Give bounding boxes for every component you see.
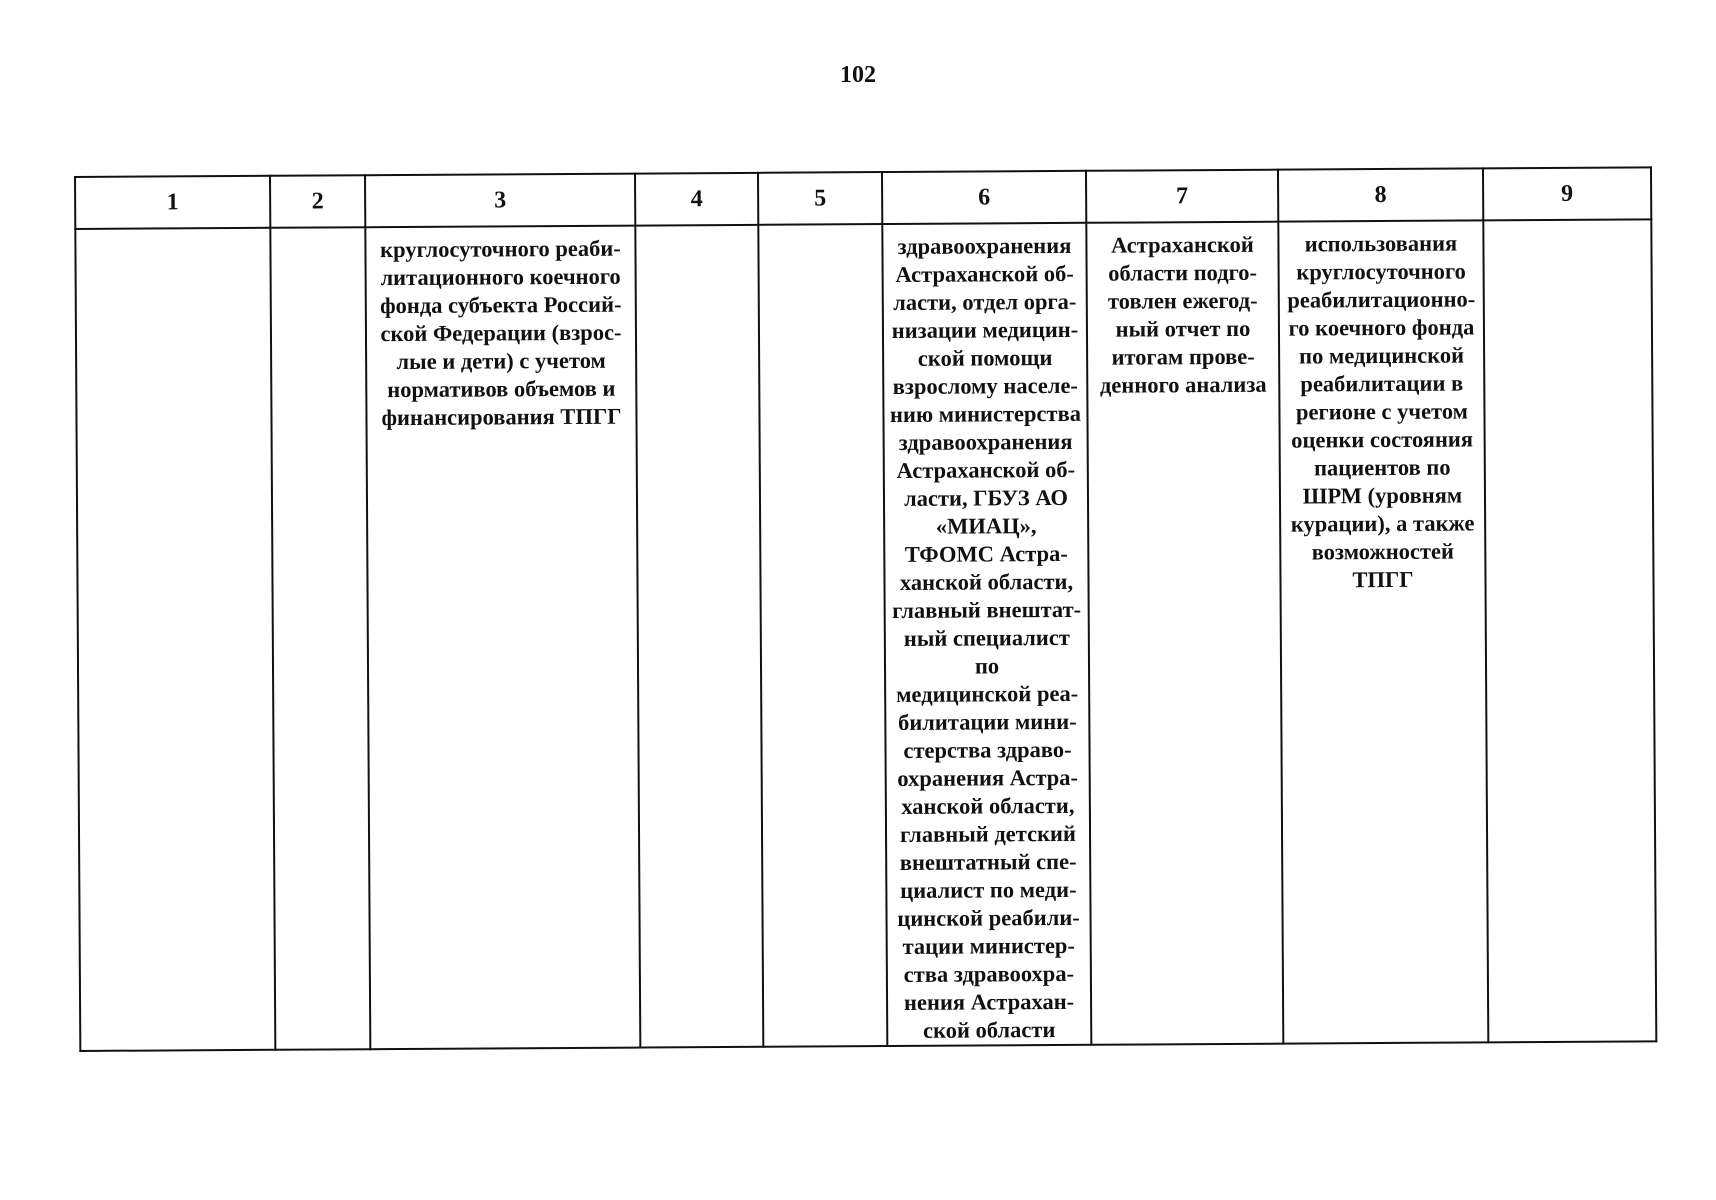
table-cell-col5 xyxy=(758,224,887,1047)
table-cell-col3 xyxy=(365,226,640,1050)
cell-text-col4 xyxy=(640,234,753,235)
column-header-3: 3 xyxy=(365,174,635,228)
table-header-row xyxy=(75,167,1651,229)
cell-text-col1 xyxy=(80,237,265,238)
table-cell-col2 xyxy=(270,227,370,1050)
table-cell-col1 xyxy=(75,228,275,1051)
column-header-4: 4 xyxy=(635,173,758,226)
table-row xyxy=(75,219,1656,1051)
column-header-8: 8 xyxy=(1278,168,1483,221)
column-header-1: 1 xyxy=(75,176,270,229)
table-cell-col4 xyxy=(635,225,763,1048)
cell-text-col3: круглосуточного реаби- литационного коечного фонда субъекта Россий- ской Федерации (взрос- лые и дети) с учетом нормативов объемов и финансирования ТПГГ xyxy=(379,235,622,431)
table-cell-col6 xyxy=(882,223,1091,1046)
cell-text-col9 xyxy=(1488,228,1646,229)
document-table xyxy=(74,166,1657,1052)
cell-text-col8: использования круглосуточного реабилитационно- го коечного фонда по медицинской реабилитации в регионе с учетом оценки состояния пациентов по ШРМ (уровням курации), а также возможностей ТПГГ xyxy=(1287,230,1476,593)
cell-text-col6: здравоохранения Астраханской об- ласти, отдел орга- низации медицин- ской помощи взрослому населе- нию министерства здравоохранения Астраханской об- ласти, ГБУЗ АО «МИАЦ», ТФОМС Астра- ханской области, главный внештат- ный специалист по медицинской реа- билитации мини- стерства здраво- охранения Астра- ханской области, главный детский внештатный спе- циалист по меди- цинской реабили- тации министер- ства здравоохра- нения Астрахан- ской области xyxy=(889,232,1082,1043)
column-header-9: 9 xyxy=(1483,167,1651,220)
column-header-6: 6 xyxy=(882,171,1086,224)
cell-text-col5 xyxy=(763,233,877,234)
cell-text-col2 xyxy=(275,236,360,237)
table-cell-col9 xyxy=(1483,219,1656,1042)
cell-text-col7: Астраханской области подго- товлен ежегод- ный отчет по итогам прове- денного анализа xyxy=(1099,231,1267,398)
table-cell-col7 xyxy=(1086,222,1283,1045)
table-cell-col8 xyxy=(1278,220,1488,1043)
column-header-5: 5 xyxy=(758,172,882,225)
column-header-7: 7 xyxy=(1086,170,1278,223)
column-header-2: 2 xyxy=(270,175,365,228)
page-number: 102 xyxy=(840,62,876,88)
